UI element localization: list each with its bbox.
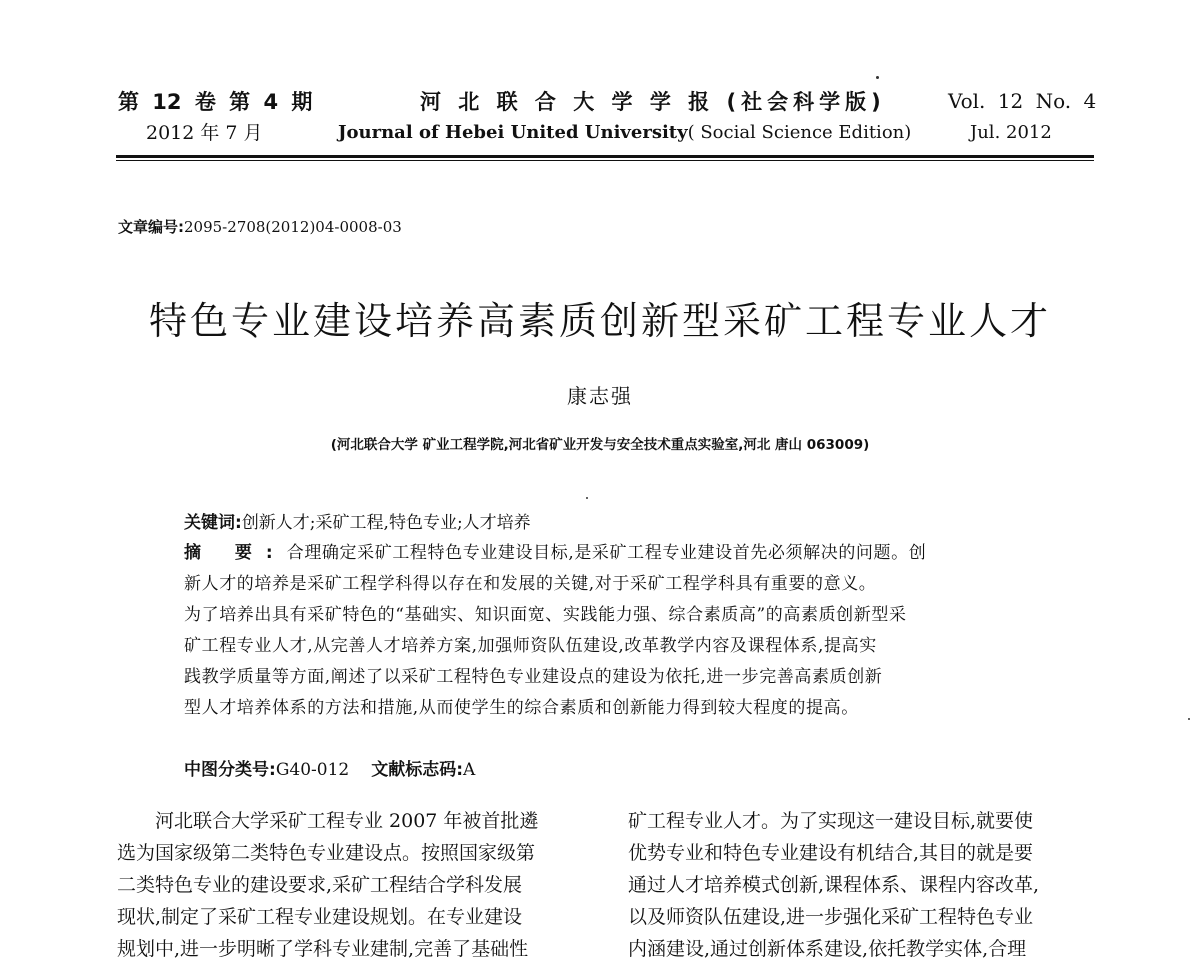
paper-author: 康志强 xyxy=(567,384,633,408)
keywords-value: 创新人才;采矿工程,特色专业;人才培养 xyxy=(241,513,531,533)
header-rule-thin xyxy=(116,160,1094,161)
body-line: 矿工程专业人才。为了实现这一建设目标,就要使 xyxy=(628,810,1034,832)
article-number xyxy=(118,216,402,237)
classification xyxy=(184,762,475,779)
abstract-line: 践教学质量等方面,阐述了以采矿工程特色专业建设点的建设为依托,进一步完善高素质创新 xyxy=(184,667,883,687)
classification-value: G40-012 xyxy=(275,760,350,780)
abstract-text: 合理确定采矿工程特色专业建设目标,是采矿工程专业建设首先必须解决的问题。创 xyxy=(286,543,927,563)
header-date-cn: 2012 年 7 月 xyxy=(146,122,263,144)
abstract-label: 摘 要: xyxy=(184,543,287,563)
header-journal-cn: 河 北 联 合 大 学 学 报 (社会科学版) xyxy=(420,90,886,114)
body-line: 通过人才培养模式创新,课程体系、课程内容改革, xyxy=(628,874,1040,896)
paper-title: 特色专业建设培养高素质创新型采矿工程专业人才 xyxy=(148,299,1051,343)
article-number-label: 文章编号: xyxy=(118,218,184,236)
journal-en-edition: ( Social Science Edition) xyxy=(687,122,912,143)
body-line: 二类特色专业的建设要求,采矿工程结合学科发展 xyxy=(117,874,523,896)
body-line: 规划中,进一步明晰了学科专业建制,完善了基础性 xyxy=(117,938,529,960)
abstract-line xyxy=(184,545,926,562)
journal-en-main: Journal of Hebei United University xyxy=(338,122,688,143)
keywords xyxy=(184,515,531,532)
abstract-line: 型人才培养体系的方法和措施,从而使学生的综合素质和创新能力得到较大程度的提高。 xyxy=(184,698,859,718)
classification-label: 中图分类号: xyxy=(184,760,276,780)
body-line: 优势专业和特色专业建设有机结合,其目的就是要 xyxy=(628,842,1034,864)
keywords-label: 关键词: xyxy=(184,513,242,533)
abstract-line: 新人才的培养是采矿工程学科得以存在和发展的关键,对于采矿工程学科具有重要的意义。 xyxy=(184,574,877,594)
header-rule-thick xyxy=(116,155,1094,158)
body-line: 选为国家级第二类特色专业建设点。按照国家级第 xyxy=(117,842,536,864)
paper-affiliation: (河北联合大学 矿业工程学院,河北省矿业开发与安全技术重点实验室,河北 唐山 063009) xyxy=(330,437,870,453)
doc-code-label: 文献标志码: xyxy=(371,760,464,780)
body-line: 现状,制定了采矿工程专业建设规划。在专业建设 xyxy=(117,906,523,928)
body-left-column xyxy=(117,810,587,960)
scan-speck xyxy=(876,76,879,79)
scan-speck xyxy=(586,497,588,499)
abstract-line: 为了培养出具有采矿特色的“基础实、知识面宽、实践能力强、综合素质高”的高素质创新型采 xyxy=(184,605,907,625)
scan-speck xyxy=(1188,718,1190,720)
abstract-line: 矿工程专业人才,从完善人才培养方案,加强师资队伍建设,改革教学内容及课程体系,提高实 xyxy=(184,636,877,656)
body-line: 以及师资队伍建设,进一步强化采矿工程特色专业 xyxy=(628,906,1034,928)
body-right-column xyxy=(628,810,1098,960)
header-volume-issue-cn: 第 12 卷 第 4 期 xyxy=(118,90,313,114)
article-number-value: 2095-2708(2012)04-0008-03 xyxy=(184,218,402,236)
body-line: 河北联合大学采矿工程专业 2007 年被首批遴 xyxy=(155,810,539,832)
doc-code-value: A xyxy=(463,760,476,780)
body-line: 内涵建设,通过创新体系建设,依托教学实体,合理 xyxy=(628,938,1027,960)
header-journal-en xyxy=(338,124,911,142)
header-date-en: Jul. 2012 xyxy=(970,122,1052,143)
header-volume-issue-en: Vol. 12 No. 4 xyxy=(948,89,1097,113)
